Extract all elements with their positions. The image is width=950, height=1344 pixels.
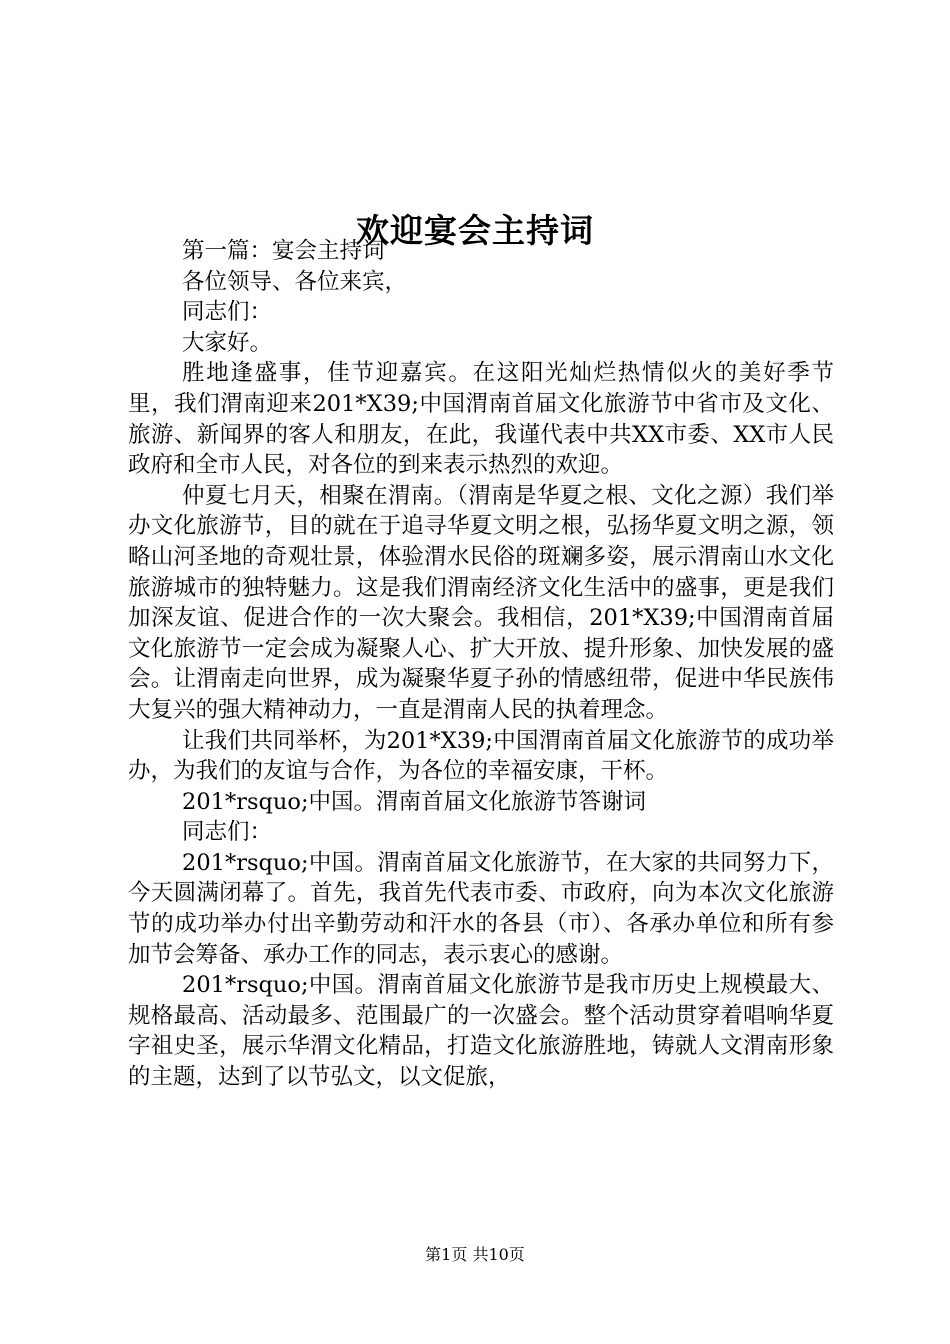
salutation-line: 同志们： [182,819,273,846]
document-body [128,236,834,1093]
body-paragraph: 201*rsquo;中国。渭南首届文化旅游节，在大家的共同努力下，今天圆满闭幕了。首先，我首先代表市委、市政府，向为本次文化旅游节的成功举办付出辛勤劳动和汗水的各县（市）、各承办单位和所有参加节会筹备、承办工作的同志，表示衷心的感谢。 [128,849,834,968]
subsection-heading: 201*rsquo;中国。渭南首届文化旅游节答谢词 [182,788,647,815]
salutation-line: 同志们： [182,299,273,326]
document-title: 欢迎宴会主持词 [356,211,594,251]
greeting-line: 大家好。 [182,329,273,356]
body-paragraph: 让我们共同举杯，为201*X39;中国渭南首届文化旅游节的成功举办，为我们的友谊与合作，为各位的幸福安康，干杯。 [128,727,834,785]
body-paragraph: 201*rsquo;中国。渭南首届文化旅游节是我市历史上规模最大、规格最高、活动最多、范围最广的一次盛会。整个活动贯穿着唱响华夏字祖史圣，展示华渭文化精品，打造文化旅游胜地，铸就人文渭南形象的主题，达到了以节弘文，以文促旅， [128,972,834,1091]
section-heading: 第一篇：宴会主持词 [182,238,385,264]
salutation-line: 各位领导、各位来宾， [182,268,408,295]
body-paragraph: 仲夏七月天，相聚在渭南。（渭南是华夏之根、文化之源）我们举办文化旅游节，目的就在于追寻华夏文明之根，弘扬华夏文明之源，领略山河圣地的奇观壮景，体验渭水民俗的斑斓多姿，展示渭南山水文化旅游城市的独特魅力。这是我们渭南经济文化生活中的盛事，更是我们加深友谊、促进合作的一次大聚会。我相信，201*X39;中国渭南首届文化旅游节一定会成为凝聚人心、扩大开放、提升形象、加快发展的盛会。让渭南走向世界，成为凝聚华夏子孙的情感纽带，促进中华民族伟大复兴的强大精神动力，一直是渭南人民的执着理念。 [128,482,834,723]
page-number-footer: 第1页 共10页 [425,1245,525,1264]
body-paragraph: 胜地逢盛事，佳节迎嘉宾。在这阳光灿烂热情似火的美好季节里，我们渭南迎来201*X39;中国渭南首届文化旅游节中省市及文化、旅游、新闻界的客人和朋友，在此，我谨代表中共XX市委、XX市人民政府和全市人民，对各位的到来表示热烈的欢迎。 [128,360,834,479]
